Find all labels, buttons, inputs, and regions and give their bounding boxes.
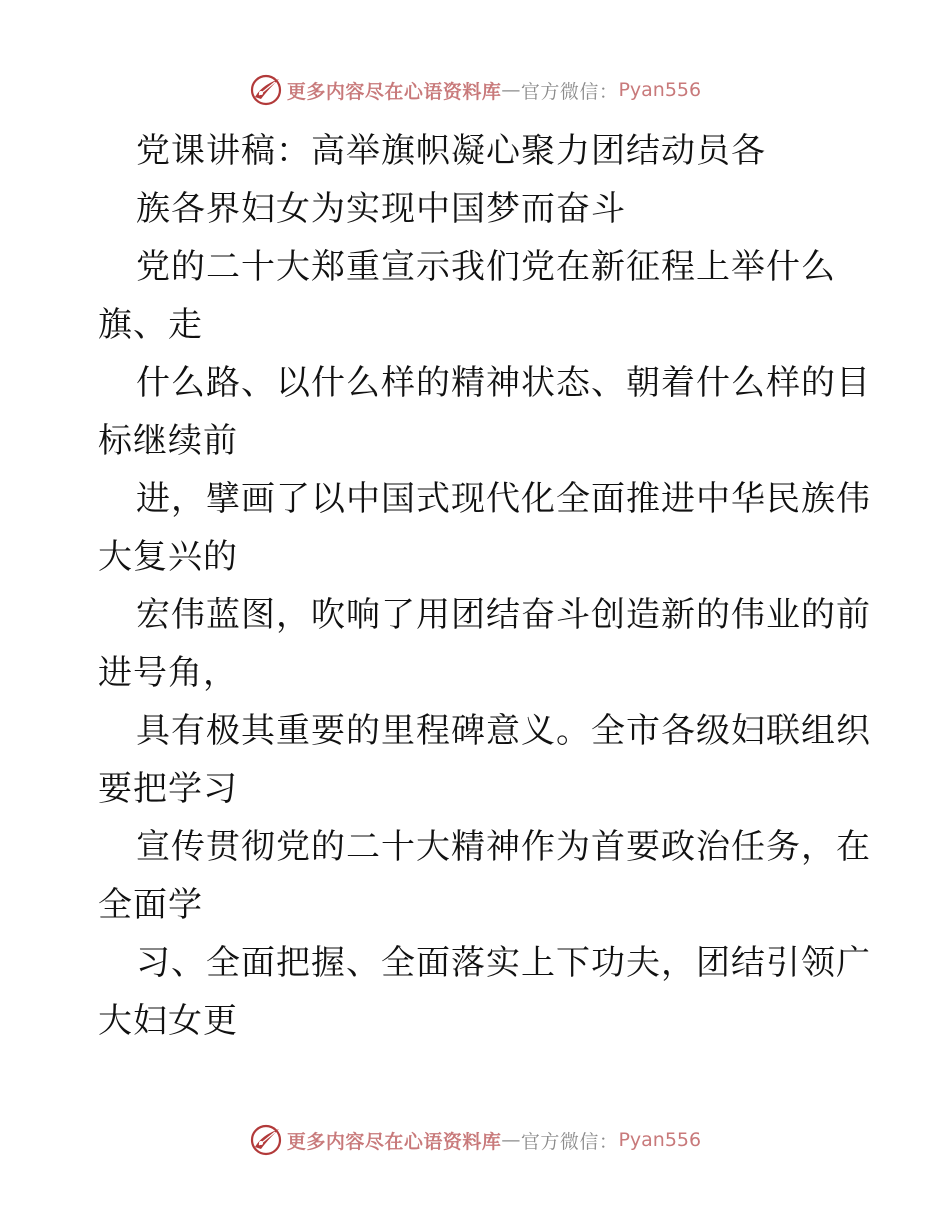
body-line: 党的二十大郑重宣示我们党在新征程上举什么 (136, 247, 836, 287)
document-body (98, 122, 871, 1050)
quill-logo-icon (249, 1123, 283, 1157)
body-line: 进，擘画了以中国式现代化全面推进中华民族伟 (136, 479, 871, 519)
body-line: 宏伟蓝图，吹响了用团结奋斗创造新的伟业的前 (136, 595, 871, 635)
footer-separator: — (501, 1129, 521, 1151)
body-line: 大妇女更 (98, 1001, 238, 1041)
header-contact-id: Pyan556 (618, 79, 702, 101)
body-line: 旗、走 (98, 305, 203, 345)
body-line: 具有极其重要的里程碑意义。全市各级妇联组织 (136, 711, 871, 751)
page-header (0, 70, 950, 110)
body-line: 大复兴的 (98, 537, 238, 577)
body-line: 进号角， (98, 653, 238, 693)
body-line: 全面学 (98, 885, 203, 925)
footer-brand-text: 更多内容尽在心语资料库 (286, 1130, 502, 1153)
footer-brand (249, 1123, 701, 1157)
body-line: 要把学习 (98, 769, 238, 809)
footer-contact-id: Pyan556 (618, 1129, 702, 1151)
body-line: 标继续前 (98, 421, 238, 461)
footer-contact-label: 官方微信： (520, 1130, 619, 1153)
body-line: 什么路、以什么样的精神状态、朝着什么样的目 (136, 363, 871, 403)
header-contact-label: 官方微信： (520, 80, 619, 103)
body-line: 习、全面把握、全面落实上下功夫，团结引领广 (136, 943, 871, 983)
page-footer (0, 1120, 950, 1160)
header-brand-text: 更多内容尽在心语资料库 (286, 80, 502, 103)
title-line-2: 族各界妇女为实现中国梦而奋斗 (136, 189, 626, 229)
header-separator: — (501, 79, 521, 101)
body-line: 宣传贯彻党的二十大精神作为首要政治任务，在 (136, 827, 871, 867)
quill-logo-icon (249, 73, 283, 107)
title-line-1: 党课讲稿：高举旗帜凝心聚力团结动员各 (136, 131, 766, 171)
header-brand (249, 73, 701, 107)
